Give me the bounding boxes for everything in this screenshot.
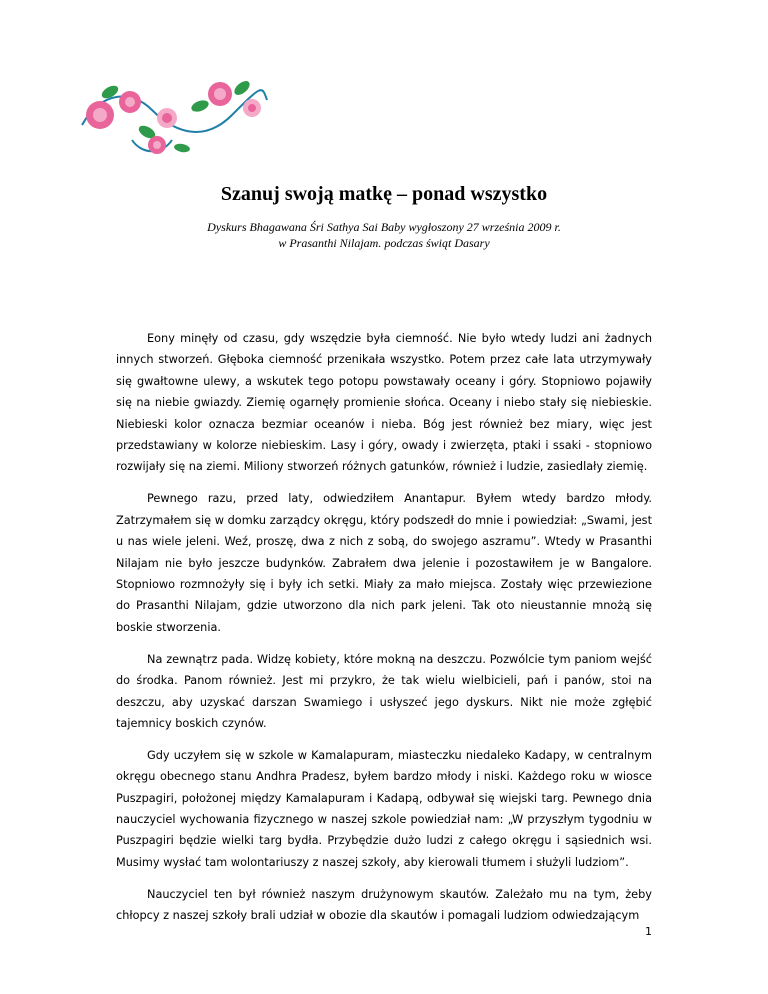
paragraph-1: Eony minęły od czasu, gdy wszędzie była ciemność. Nie było wtedy ludzi ani żadnych innych stworzeń. Głęboka ciemność przenikała wszystko. Potem przez całe lata utrzymywały się gwałtowne ulewy, a wskutek tego potopu powstawały oceany i góry. Stopniowo pojawiły się na niebie gwiazdy. Ziemię ogarnęły promienie słońca. Oceany i niebo stały się niebieskie. Niebieski kolor oznacza bezmiar oceanów i nieba. Bóg jest również bez miary, więc jest przedstawiany w kolorze niebieskim. Lasy i góry, owady i zwierzęta, ptaki i ssaki - stopniowo rozwijały się na ziemi. Miliony stworzeń różnych gatunków, również i ludzie, zasiedlały ziemię. <box>116 332 652 474</box>
document-body <box>116 328 652 937</box>
paragraph-2: Pewnego razu, przed laty, odwiedziłem Anantapur. Byłem wtedy bardzo młody. Zatrzymałem się w domku zarządcy okręgu, który podszedł do mnie i powiedział: „Swami, jest u nas wiele jeleni. Weź, proszę, dwa z nich z sobą, do swojego aszramu”. Wtedy w Prasanthi Nilajam nie było jeszcze budynków. Zabrałem dwa jelenie i pozostawiłem je w Bangalore. Stopniowo rozmnożyły się i były ich setki. Miały za mało miejsca. Zostały więc przewiezione do Prasanthi Nilajam, gdzie utworzono dla nich park jeleni. Tak oto nieustannie mnożą się boskie stworzenia. <box>116 492 652 634</box>
rose-flourish-icon <box>72 70 272 160</box>
paragraph-5: Nauczyciel ten był również naszym drużynowym skautów. Zależało mu na tym, żeby chłopcy z naszej szkoły brali udział w obozie dla skautów i pomagali ludziom odwiedzającym <box>116 887 652 923</box>
paragraph-3: Na zewnątrz pada. Widzę kobiety, które mokną na deszczu. Pozwólcie tym paniom wejść do środka. Panom również. Jest mi przykro, że tak wielu wielbicieli, pań i panów, stoi na deszczu, aby uzyskać darszan Swamiego i usłyszeć jego dyskurs. Nikt nie może zgłębić tajemnicy boskich czynów. <box>116 652 652 730</box>
subtitle <box>0 219 768 251</box>
subtitle-line-2: w Prasanthi Nilajam. podczas świąt Dasary <box>278 236 490 250</box>
page-number: 1 <box>645 925 652 938</box>
page-title: Szanuj swoją matkę – ponad wszystko <box>220 183 548 205</box>
subtitle-line-1: Dyskurs Bhagawana Śri Sathya Sai Baby wygłoszony 27 września 2009 r. <box>207 220 561 234</box>
paragraph-4: Gdy uczyłem się w szkole w Kamalapuram, miasteczku niedaleko Kadapy, w centralnym okręgu obecnego stanu Andhra Pradesz, byłem bardzo młody i niski. Każdego roku w wiosce Puszpagiri, położonej między Kamalapuram i Kadapą, odbywał się wiejski targ. Pewnego dnia nauczyciel wychowania fizycznego w naszej szkole powiedział nam: „W przyszłym tygodniu w Puszpagiri będzie wielki targ bydła. Przybędzie dużo ludzi z całego okręgu i sąsiednich wsi. Musimy wysłać tam wolontariuszy z naszej szkoły, aby kierowali tłumem i służyli ludziom”. <box>116 748 652 869</box>
